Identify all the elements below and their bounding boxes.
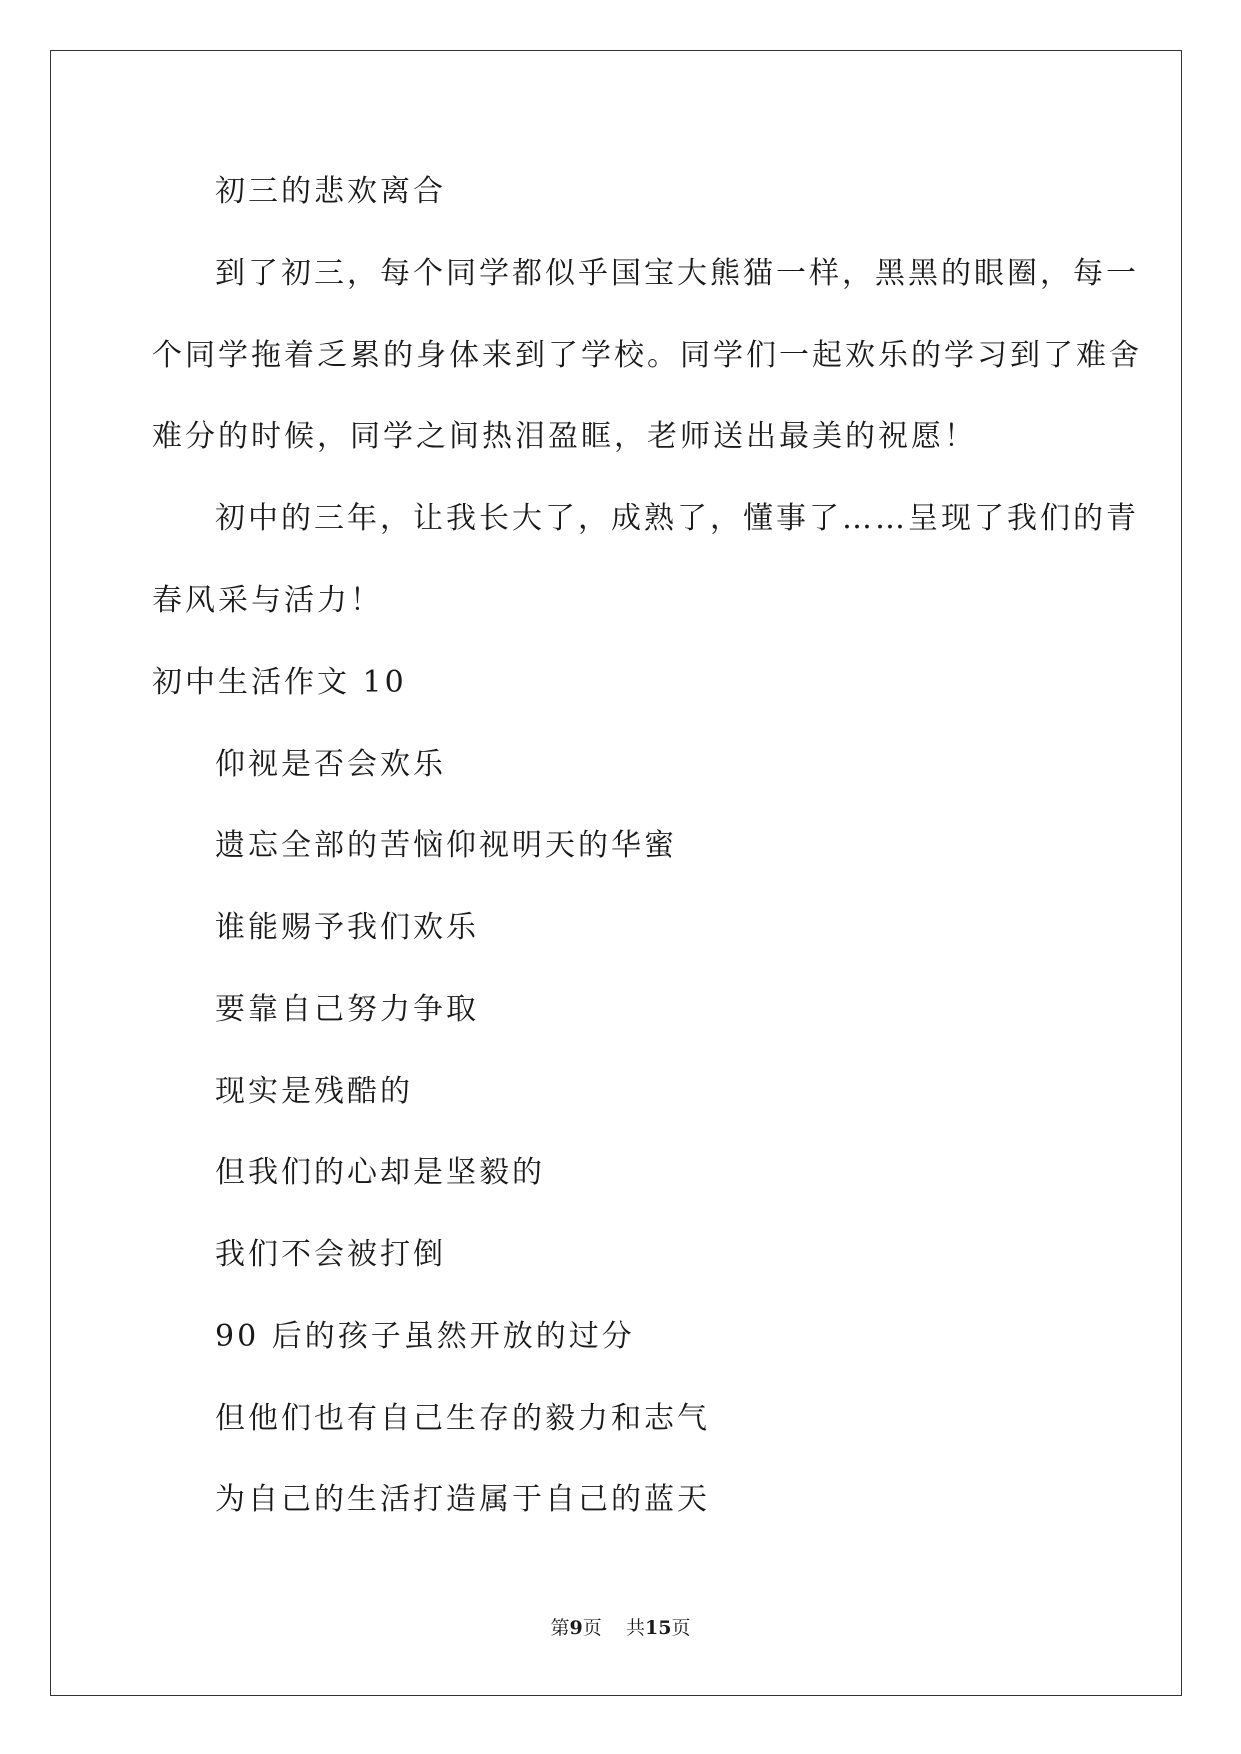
poem-line: 遗忘全部的苦恼仰视明天的华蜜 [215,828,677,863]
poem-line: 但我们的心却是坚毅的 [215,1155,545,1190]
section-heading: 初中生活作文 10 [152,665,407,700]
page-prefix: 第 [550,1617,570,1639]
poem-title: 仰视是否会欢乐 [215,747,446,782]
poem-line: 为自己的生活打造属于自己的蓝天 [215,1482,710,1517]
page-total: 15 [644,1617,672,1639]
page-suffix: 页 [582,1617,602,1639]
paragraph-line: 到了初三，每个同学都似乎国宝大熊猫一样，黑黑的眼圈，每一 [215,256,1139,291]
paragraph-line: 难分的时候，同学之间热泪盈眶，老师送出最美的祝愿！ [152,419,977,454]
poem-line: 现实是残酷的 [215,1074,413,1109]
total-prefix: 共 [625,1617,645,1639]
paragraph-line: 春风采与活力！ [152,583,383,618]
poem-line: 90 后的孩子虽然开放的过分 [215,1319,635,1354]
total-suffix: 页 [671,1617,691,1639]
poem-line: 我们不会被打倒 [215,1237,446,1272]
poem-line: 谁能赐予我们欢乐 [215,910,479,945]
poem-line: 但他们也有自己生存的毅力和志气 [215,1401,710,1436]
page-number: 9 [569,1617,583,1639]
paragraph-line: 初中的三年，让我长大了，成熟了，懂事了……呈现了我们的青 [215,501,1139,536]
page-border [50,50,1182,1696]
paragraph-line: 个同学拖着乏累的身体来到了学校。同学们一起欢乐的学习到了难舍 [152,338,1142,373]
section-subtitle: 初三的悲欢离合 [215,174,446,209]
page-footer [0,1616,1241,1640]
poem-line: 要靠自己努力争取 [215,992,479,1027]
